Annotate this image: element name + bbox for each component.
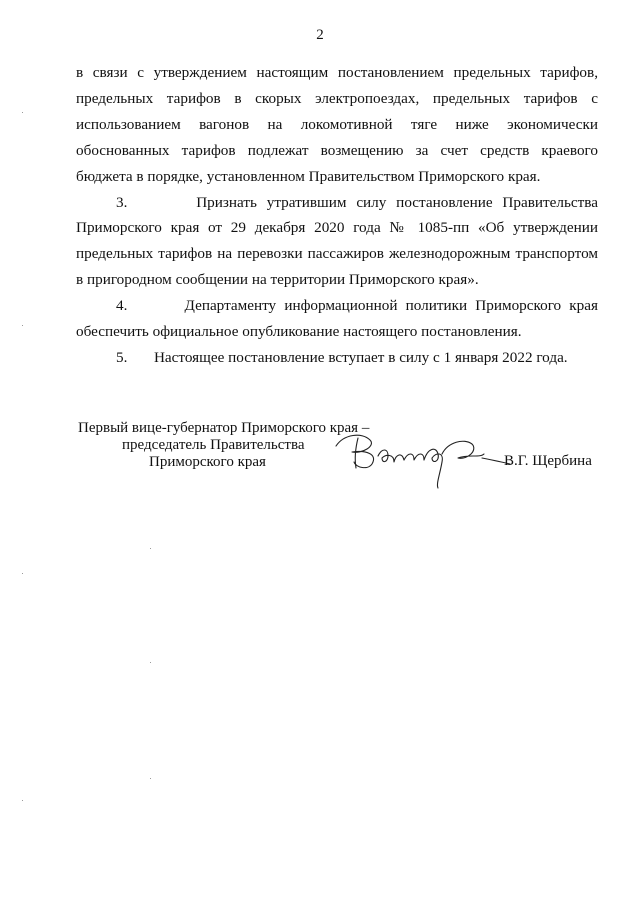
scan-speck — [22, 325, 23, 326]
scan-speck — [150, 548, 151, 549]
paragraph-text: Департаменту информационной политики Приморского края обеспечить официальное опубликование настоящего постановления. — [76, 297, 598, 341]
signatory-name: В.Г. Щербина — [504, 453, 592, 469]
scan-speck — [150, 778, 151, 779]
handwritten-signature — [332, 424, 512, 490]
page-number: 2 — [316, 27, 324, 43]
item-number: 4. — [116, 297, 128, 315]
signatory-title-line: Первый вице-губернатор Приморского края – — [78, 420, 370, 436]
paragraph-text: Настоящее постановление вступает в силу с 1 января 2022 года. — [153, 348, 568, 366]
paragraph-text: в связи с утверждением настоящим постановлением предельных тарифов, предельных тарифов в скорых электропоездах, предельных тарифов с использованием вагонов на локомотивной тяге ниже экономически обоснованных тарифов подлежат возмещению за счет средств краевого бюджета в порядке, установленном Правительством Приморского края. — [76, 64, 598, 185]
signatory-title-line: председатель Правительства — [122, 437, 305, 453]
signatory-title — [78, 420, 369, 471]
paragraph-text: Признать утратившим силу постановление Правительства Приморского края от 29 декабря 2020 года № 1085-пп «Об утверждении предельных тарифов на перевозки пассажиров железнодорожным транспортом в пригородном сообщении на территории Приморского края». — [76, 193, 599, 289]
item-number: 3. — [116, 193, 128, 211]
scan-speck — [22, 800, 23, 801]
scan-speck — [150, 662, 151, 663]
paragraph-item-4 — [76, 293, 598, 345]
paragraph-item-3 — [76, 190, 598, 294]
paragraph-item-5 — [76, 345, 598, 371]
document-body — [76, 60, 598, 371]
paragraph-continuation — [76, 60, 598, 190]
scan-speck — [22, 573, 23, 574]
scan-speck — [22, 112, 23, 113]
signatory-title-line: Приморского края — [149, 454, 266, 470]
item-number: 5. — [116, 348, 128, 366]
